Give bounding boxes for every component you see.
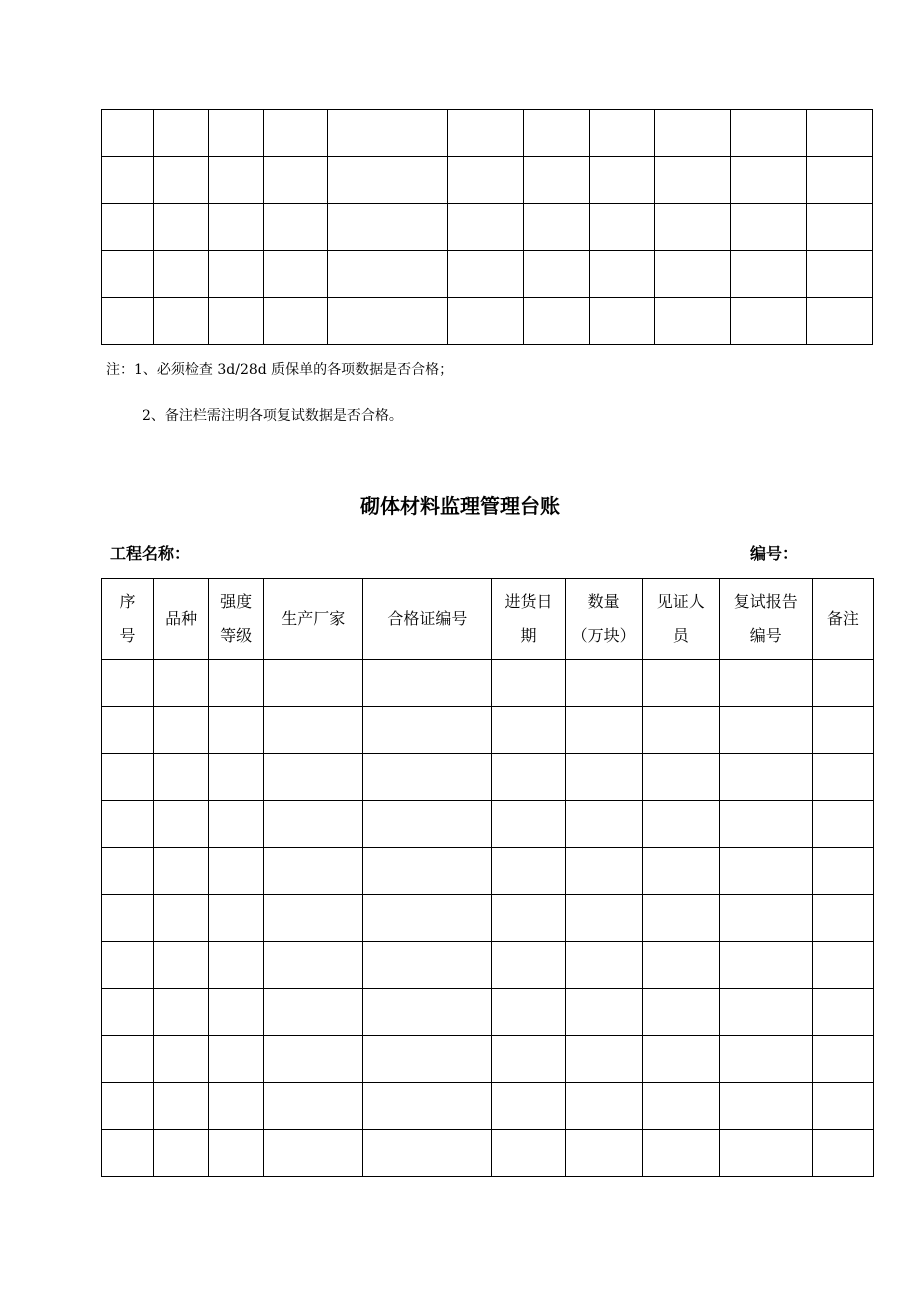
table-cell xyxy=(264,660,363,707)
table-cell xyxy=(209,1130,264,1177)
column-header-line: 强度 xyxy=(220,592,253,611)
table-cell xyxy=(492,707,565,754)
table-cell xyxy=(731,204,807,251)
table-cell xyxy=(363,1036,492,1083)
column-header-line: （万块） xyxy=(571,626,636,645)
table-cell xyxy=(642,942,719,989)
table-cell xyxy=(590,110,655,157)
column-header-line: 序 xyxy=(119,592,136,611)
table-cell xyxy=(642,660,719,707)
table-cell xyxy=(264,110,328,157)
table-cell xyxy=(524,157,590,204)
table-cell xyxy=(363,942,492,989)
table-cell xyxy=(565,660,642,707)
table-cell xyxy=(264,1130,363,1177)
column-header-line: 品种 xyxy=(165,609,198,628)
table-cell xyxy=(565,754,642,801)
table-cell xyxy=(807,204,873,251)
table-cell xyxy=(731,298,807,345)
table-row xyxy=(102,754,874,801)
table-cell xyxy=(102,1036,154,1083)
table-cell xyxy=(565,895,642,942)
table-cell xyxy=(102,1083,154,1130)
table-cell xyxy=(807,298,873,345)
table-cell xyxy=(154,157,209,204)
table-row xyxy=(102,707,874,754)
column-header-line: 生产厂家 xyxy=(281,609,346,628)
table-cell xyxy=(448,157,524,204)
column-header xyxy=(642,579,719,660)
table-cell xyxy=(363,801,492,848)
table-cell xyxy=(565,942,642,989)
table-cell xyxy=(565,1130,642,1177)
table-cell xyxy=(154,1130,209,1177)
table-row xyxy=(102,989,874,1036)
table-cell xyxy=(642,801,719,848)
table-cell xyxy=(565,1036,642,1083)
table-cell xyxy=(812,848,873,895)
table-cell xyxy=(264,157,328,204)
table-cell xyxy=(328,204,448,251)
table-cell xyxy=(209,251,264,298)
table-cell xyxy=(807,251,873,298)
table-cell xyxy=(524,110,590,157)
table-cell xyxy=(154,1083,209,1130)
table-cell xyxy=(209,298,264,345)
table-cell xyxy=(102,660,154,707)
table-cell xyxy=(209,1036,264,1083)
table-cell xyxy=(102,707,154,754)
table-cell xyxy=(642,1083,719,1130)
page-title: 砌体材料监理管理台账 xyxy=(360,494,560,518)
table-cell xyxy=(807,110,873,157)
table-cell xyxy=(524,204,590,251)
table-row xyxy=(102,251,873,298)
table-cell xyxy=(102,298,154,345)
table-cell xyxy=(731,110,807,157)
table-cell xyxy=(264,895,363,942)
table-cell xyxy=(590,157,655,204)
table-cell xyxy=(565,801,642,848)
table-cell xyxy=(642,895,719,942)
table-cell xyxy=(209,707,264,754)
table-cell xyxy=(328,298,448,345)
table-cell xyxy=(154,1036,209,1083)
table-cell xyxy=(565,989,642,1036)
column-header-line: 合格证编号 xyxy=(387,609,468,628)
table-cell xyxy=(363,1083,492,1130)
table-cell xyxy=(154,660,209,707)
table-cell xyxy=(655,157,731,204)
table-cell xyxy=(209,157,264,204)
table-cell xyxy=(492,1036,565,1083)
table-cell xyxy=(102,942,154,989)
table-cell xyxy=(719,660,812,707)
table-cell xyxy=(363,848,492,895)
table-cell xyxy=(590,251,655,298)
table-cell xyxy=(492,942,565,989)
table-cell xyxy=(492,660,565,707)
table-cell xyxy=(102,895,154,942)
table-cell xyxy=(655,251,731,298)
table-cell xyxy=(719,942,812,989)
table-cell xyxy=(812,1130,873,1177)
column-header xyxy=(154,579,209,660)
table-cell xyxy=(565,707,642,754)
table-cell xyxy=(154,942,209,989)
column-header xyxy=(812,579,873,660)
table-cell xyxy=(642,1130,719,1177)
table-row xyxy=(102,110,873,157)
table-cell xyxy=(209,848,264,895)
table-cell xyxy=(448,110,524,157)
table-cell xyxy=(524,251,590,298)
table-cell xyxy=(448,251,524,298)
table-cell xyxy=(154,754,209,801)
table-cell xyxy=(565,1083,642,1130)
table-cell xyxy=(363,754,492,801)
table-cell xyxy=(812,989,873,1036)
column-header xyxy=(264,579,363,660)
table-row xyxy=(102,801,874,848)
column-header xyxy=(719,579,812,660)
table-row xyxy=(102,204,873,251)
table-cell xyxy=(655,204,731,251)
table-cell xyxy=(154,989,209,1036)
table-cell xyxy=(102,801,154,848)
column-header-line: 员 xyxy=(672,626,689,645)
column-header-line: 期 xyxy=(520,626,537,645)
table-cell xyxy=(642,707,719,754)
table-cell xyxy=(264,942,363,989)
table-row xyxy=(102,1130,874,1177)
table-cell xyxy=(209,895,264,942)
table-cell xyxy=(264,1036,363,1083)
table-row xyxy=(102,1036,874,1083)
column-header xyxy=(102,579,154,660)
table-cell xyxy=(655,298,731,345)
table-cell xyxy=(642,1036,719,1083)
table-cell xyxy=(731,157,807,204)
table-cell xyxy=(655,110,731,157)
table-cell xyxy=(154,251,209,298)
table-cell xyxy=(264,801,363,848)
table-cell xyxy=(812,754,873,801)
table-cell xyxy=(209,1083,264,1130)
column-header-line: 见证人 xyxy=(656,592,705,611)
table-cell xyxy=(719,1130,812,1177)
table-cell xyxy=(363,707,492,754)
table-cell xyxy=(102,989,154,1036)
table-cell xyxy=(154,110,209,157)
table-row xyxy=(102,848,874,895)
table-row xyxy=(102,660,874,707)
table-cell xyxy=(209,204,264,251)
table-row xyxy=(102,298,873,345)
table-cell xyxy=(719,989,812,1036)
table-cell xyxy=(209,989,264,1036)
table-cell xyxy=(492,1130,565,1177)
table-cell xyxy=(363,989,492,1036)
table-cell xyxy=(209,110,264,157)
column-header-line: 数量 xyxy=(587,592,620,611)
table-cell xyxy=(719,754,812,801)
table-cell xyxy=(719,1036,812,1083)
table-cell xyxy=(719,848,812,895)
table-cell xyxy=(812,707,873,754)
table-cell xyxy=(154,707,209,754)
table-cell xyxy=(812,1036,873,1083)
table-cell xyxy=(209,660,264,707)
table-cell xyxy=(154,848,209,895)
column-header xyxy=(565,579,642,660)
column-header xyxy=(492,579,565,660)
table-cell xyxy=(812,895,873,942)
table-cell xyxy=(264,204,328,251)
table-cell xyxy=(102,204,154,251)
column-header xyxy=(209,579,264,660)
table-cell xyxy=(363,895,492,942)
table-cell xyxy=(363,660,492,707)
table-cell xyxy=(719,801,812,848)
table-cell xyxy=(154,895,209,942)
table-cell xyxy=(812,660,873,707)
table-cell xyxy=(731,251,807,298)
table-cell xyxy=(328,110,448,157)
table-cell xyxy=(448,298,524,345)
table-cell xyxy=(264,848,363,895)
table-cell xyxy=(590,298,655,345)
table-row xyxy=(102,942,874,989)
table-cell xyxy=(642,754,719,801)
table-cell xyxy=(102,251,154,298)
table-cell xyxy=(209,801,264,848)
note-line-1: 注：1、必须检查 3d/28d 质保单的各项数据是否合格； xyxy=(106,362,454,378)
table-cell xyxy=(492,1083,565,1130)
project-name-label: 工程名称： xyxy=(110,544,191,563)
table-cell xyxy=(812,1083,873,1130)
table-cell xyxy=(102,848,154,895)
table-cell xyxy=(102,754,154,801)
table-row xyxy=(102,1083,874,1130)
table-cell xyxy=(719,707,812,754)
table-cell xyxy=(102,110,154,157)
table-header-row xyxy=(102,579,874,660)
table-cell xyxy=(154,204,209,251)
column-header-line: 复试报告 xyxy=(733,592,798,611)
table-cell xyxy=(642,848,719,895)
table-cell xyxy=(264,754,363,801)
table-cell xyxy=(209,942,264,989)
table-cell xyxy=(807,157,873,204)
table-cell xyxy=(812,801,873,848)
number-label: 编号： xyxy=(750,544,799,563)
column-header-line: 进货日 xyxy=(504,592,553,611)
table-cell xyxy=(565,848,642,895)
note-line-2: 2、备注栏需注明各项复试数据是否合格。 xyxy=(142,408,403,424)
table-cell xyxy=(154,801,209,848)
column-header xyxy=(363,579,492,660)
table-cell xyxy=(328,157,448,204)
column-header-line: 号 xyxy=(119,626,136,645)
table-cell xyxy=(264,1083,363,1130)
table-cell xyxy=(719,895,812,942)
table-cell xyxy=(642,989,719,1036)
table-cell xyxy=(492,801,565,848)
table-cell xyxy=(719,1083,812,1130)
table-cell xyxy=(154,298,209,345)
table-row xyxy=(102,157,873,204)
table-cell xyxy=(102,1130,154,1177)
table-cell xyxy=(264,989,363,1036)
table-cell xyxy=(448,204,524,251)
table-cell xyxy=(363,1130,492,1177)
table-cell xyxy=(524,298,590,345)
table-cell xyxy=(492,989,565,1036)
table-cell xyxy=(492,895,565,942)
table-cell xyxy=(264,298,328,345)
table-cell xyxy=(209,754,264,801)
table-cell xyxy=(102,157,154,204)
table-cell xyxy=(492,848,565,895)
table-row xyxy=(102,895,874,942)
table-cell xyxy=(590,204,655,251)
column-header-line: 等级 xyxy=(220,626,253,645)
table-cell xyxy=(328,251,448,298)
table-cell xyxy=(264,707,363,754)
column-header-line: 编号 xyxy=(749,626,782,645)
masonry-material-ledger-table xyxy=(101,578,874,1177)
column-header-line: 备注 xyxy=(826,609,859,628)
continued-ledger-table xyxy=(101,109,873,345)
table-cell xyxy=(264,251,328,298)
table-cell xyxy=(812,942,873,989)
table-cell xyxy=(492,754,565,801)
